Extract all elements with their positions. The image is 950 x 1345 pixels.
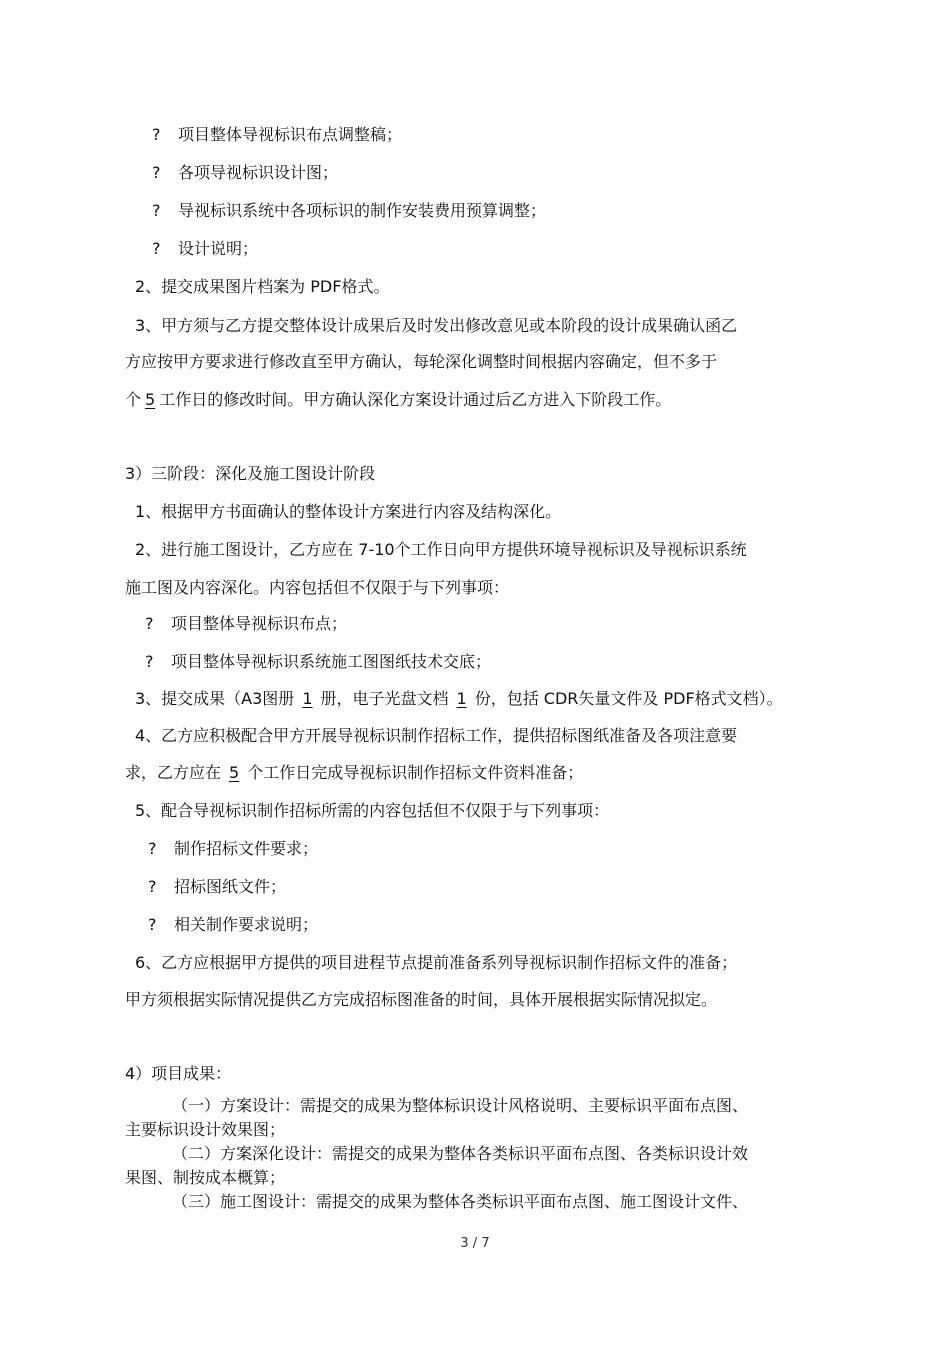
bullet-item (152, 125, 402, 145)
bullet-glyph: ? (148, 877, 157, 896)
paragraph-line: （一）方案设计：需提交的成果为整体标识设计风格说明、主要标识平面布点图、 (172, 1096, 749, 1115)
paragraph-line: 方应按甲方要求进行修改直至甲方确认，每轮深化调整时间根据内容确定，但不多于 (125, 352, 718, 371)
bullet-glyph: ? (152, 239, 161, 258)
bullet-glyph: ? (152, 201, 161, 220)
underlined-value: 5 (145, 390, 156, 409)
page-number: 3 / 7 (460, 1236, 490, 1251)
underlined-value: 1 (302, 689, 313, 708)
text-run: 份，包括 CDR矢量文件及 PDF格式文档）。 (474, 689, 783, 708)
text-run: 3、提交成果（A3图册 (135, 689, 295, 708)
bullet-glyph: ? (148, 915, 157, 934)
bullet-item (145, 614, 347, 634)
text-run: 工作日的修改时间。甲方确认深化方案设计通过后乙方进入下阶段工作。 (159, 390, 672, 409)
paragraph-line: 果图、制按成本概算； (125, 1168, 286, 1187)
paragraph-line: 2、进行施工图设计，乙方应在 7-10个工作日向甲方提供环境导视标识及导视标识系统 (135, 540, 747, 559)
section-heading: 3）三阶段：深化及施工图设计阶段 (125, 464, 376, 483)
bullet-text: 相关制作要求说明； (174, 915, 319, 934)
paragraph-line: 5、配合导视标识制作招标所需的内容包括但不仅限于与下列事项： (135, 801, 610, 820)
bullet-text: 导视标识系统中各项标识的制作安装费用预算调整； (178, 201, 547, 220)
bullet-text: 项目整体导视标识布点调整稿； (178, 125, 403, 144)
bullet-text: 各项导视标识设计图； (178, 163, 339, 182)
paragraph-line (125, 390, 671, 410)
bullet-glyph: ? (152, 125, 161, 144)
paragraph-line (135, 689, 783, 709)
underlined-value: 5 (229, 763, 240, 782)
bullet-glyph: ? (152, 163, 161, 182)
paragraph-line: 6、乙方应根据甲方提供的项目进程节点提前准备系列导视标识制作招标文件的准备； (135, 953, 738, 972)
paragraph-line: 1、根据甲方书面确认的整体设计方案进行内容及结构深化。 (135, 502, 562, 521)
bullet-item (148, 915, 318, 935)
paragraph-line: 4、乙方应积极配合甲方开展导视标识制作招标工作，提供招标图纸准备及各项注意要 (135, 726, 738, 745)
bullet-text: 招标图纸文件； (174, 877, 287, 896)
text-run: 个工作日完成导视标识制作招标文件资料准备； (247, 763, 584, 782)
paragraph-line: 2、提交成果图片档案为 PDF格式。 (135, 277, 390, 296)
bullet-glyph: ? (148, 839, 157, 858)
paragraph-line: 3、甲方须与乙方提交整体设计成果后及时发出修改意见或本阶段的设计成果确认函乙 (135, 316, 738, 335)
text-run: 个 (125, 390, 142, 409)
bullet-item (145, 652, 491, 672)
paragraph-line: 施工图及内容深化。内容包括但不仅限于与下列事项： (125, 578, 510, 597)
bullet-item (148, 839, 318, 859)
paragraph-line (125, 763, 583, 783)
paragraph-line: 主要标识设计效果图； (125, 1120, 286, 1139)
bullet-text: 项目整体导视标识系统施工图图纸技术交底； (171, 652, 492, 671)
bullet-glyph: ? (145, 652, 154, 671)
bullet-text: 项目整体导视标识布点； (171, 614, 348, 633)
text-run: 求，乙方应在 (125, 763, 222, 782)
paragraph-line: 甲方须根据实际情况提供乙方完成招标图准备的时间，具体开展根据实际情况拟定。 (125, 990, 718, 1009)
paragraph-line: （三）施工图设计：需提交的成果为整体各类标识平面布点图、施工图设计文件、 (172, 1192, 749, 1211)
bullet-item (152, 239, 258, 259)
bullet-item (152, 201, 546, 221)
bullet-glyph: ? (145, 614, 154, 633)
bullet-text: 设计说明； (178, 239, 259, 258)
bullet-text: 制作招标文件要求； (174, 839, 319, 858)
bullet-item (152, 163, 338, 183)
text-run: 册，电子光盘文档 (320, 689, 449, 708)
underlined-value: 1 (456, 689, 467, 708)
paragraph-line: （二）方案深化设计：需提交的成果为整体各类标识平面布点图、各类标识设计效 (172, 1144, 749, 1163)
bullet-item (148, 877, 286, 897)
section-heading: 4）项目成果： (125, 1064, 232, 1083)
